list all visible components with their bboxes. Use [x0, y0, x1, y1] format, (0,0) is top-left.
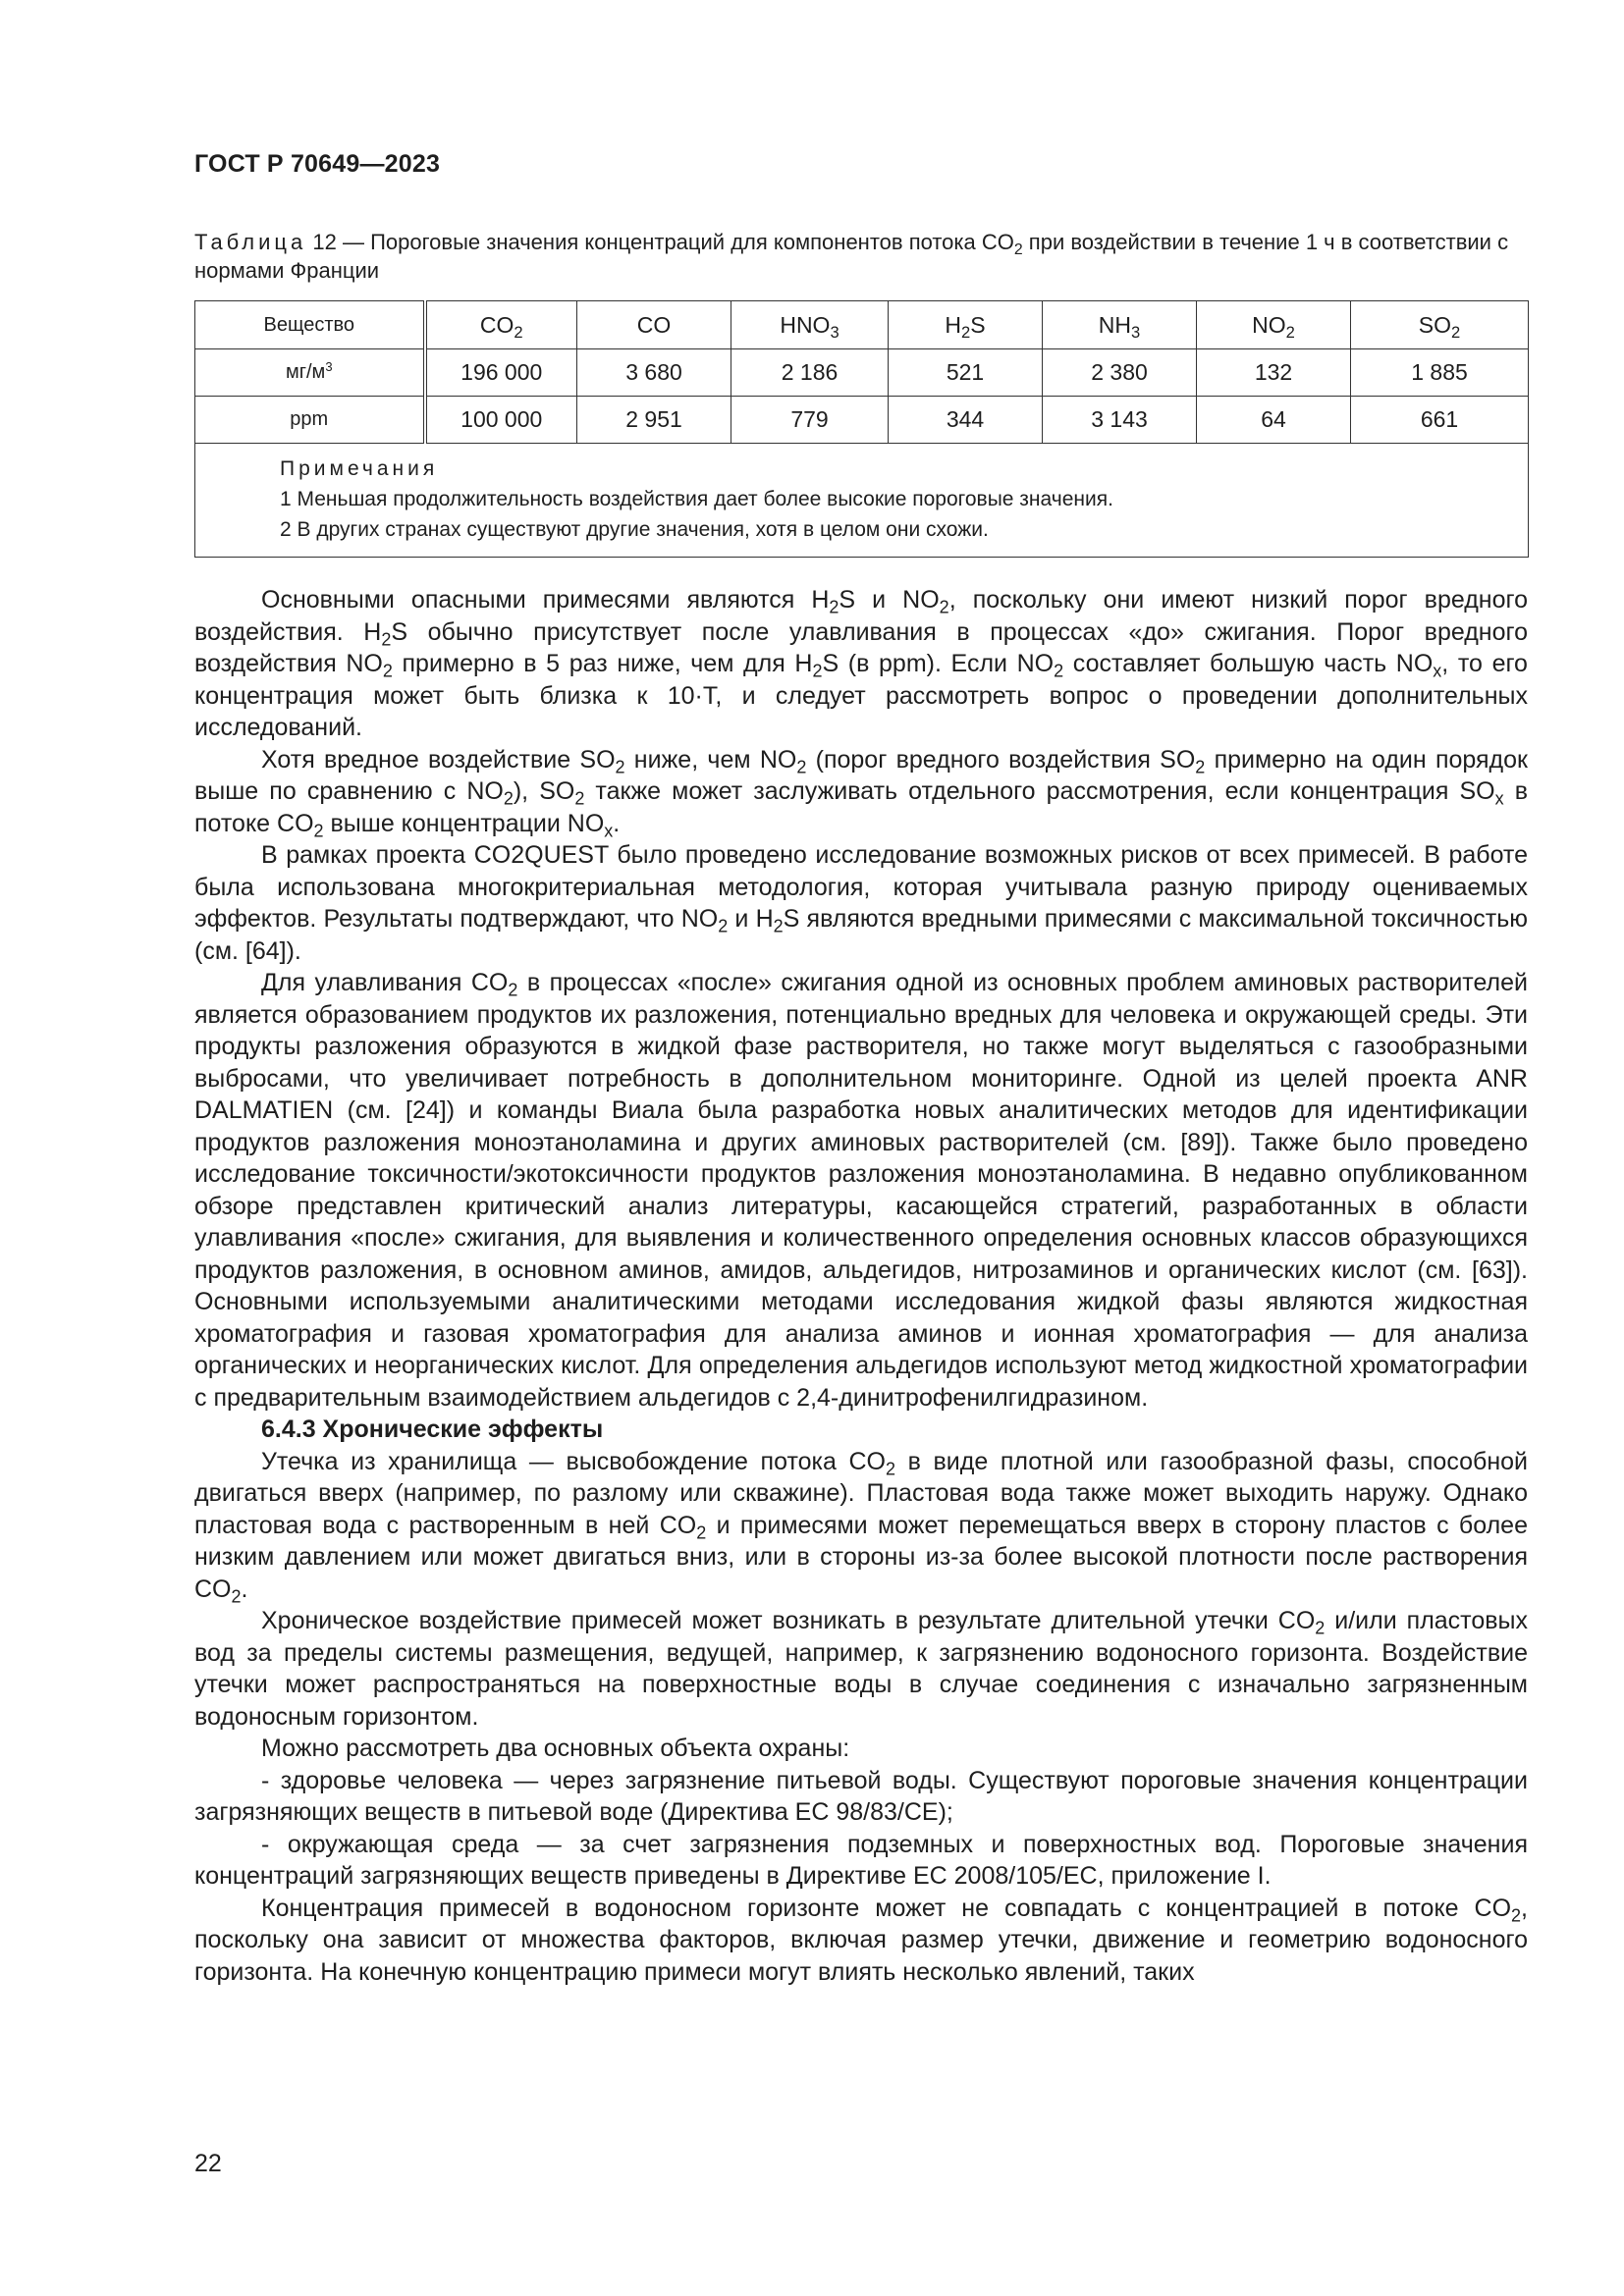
- table-header-row: [195, 301, 1529, 349]
- paragraph: Хотя вредное воздействие $SO_2$ ниже, чем $NO_2$ (порог вредного воздействия $SO_2$ примерно на один порядок выше по сравнению с $NO_2$), $SO_2$ также может заслуживать отдельного рассмотрения, если концентрация $SO_x$ в потоке $CO_2$ выше концентрации $NO_x$.: [194, 745, 1528, 840]
- section-heading: 6.4.3 Хронические эффекты: [261, 1415, 604, 1443]
- page-number: 22: [194, 2150, 222, 2177]
- paragraph: Основными опасными примесями являются $H_2S$ и $NO_2$, поскольку они имеют низкий порог вредного воздействия. $H_2S$ обычно присутствует после улавливания в процессах «до» сжигания. Порог вредного воздействия $NO_2$ примерно в 5 раз ниже, чем для $H_2S$ (в ppm). Если $NO_2$ составляет большую часть $NO_x$, то его концентрация может быть близка к 10·T, и следует рассмотреть вопрос о проведении дополнительных исследований.: [194, 586, 1528, 741]
- row-label: $мг/м^3$: [195, 349, 425, 397]
- column-header: Вещество: [195, 301, 425, 349]
- row-label: ppm: [195, 397, 425, 444]
- paragraph: Можно рассмотреть два основных объекта охраны:: [261, 1735, 850, 1762]
- column-header: $SO_2$: [1351, 301, 1529, 349]
- table-cell: 1 885: [1351, 349, 1529, 397]
- table-cell: 661: [1351, 397, 1529, 444]
- table-cell: 2 951: [577, 397, 731, 444]
- paragraph: В рамках проекта CO2QUEST было проведено исследование возможных рисков от всех примесей. В работе была использована многокритериальная методология, которая учитывала разную природу оцениваемых эффектов. Результаты подтверждают, что $NO_2$ и $H_2S$ являются вредными примесями с максимальной токсичностью (см. [64]).: [194, 841, 1528, 965]
- table-cell: 2 186: [731, 349, 889, 397]
- table-caption-text: 12 — Пороговые значения концентраций для компонентов потока $CO_2$ при воздействии в течение 1 ч в соответствии с нормами Франции: [194, 230, 1509, 283]
- table-cell: 779: [731, 397, 889, 444]
- table-notes-row: [195, 444, 1529, 558]
- column-header: $HNO_3$: [731, 301, 889, 349]
- notes-title: Примечания: [280, 457, 439, 480]
- table-cell: 3 680: [577, 349, 731, 397]
- table-notes: [195, 444, 1529, 558]
- body-text: [194, 584, 1528, 1988]
- table-cell: 64: [1197, 397, 1351, 444]
- note-item: 1 Меньшая продолжительность воздействия дает более высокие пороговые значения.: [280, 488, 1113, 510]
- paragraph: Хроническое воздействие примесей может возникать в результате длительной утечки $CO_2$ и/или пластовых вод за пределы системы размещения, ведущей, например, к загрязнению водоносного горизонта. Воздействие утечки может распространяться на поверхностные воды в случае соединения с изначально загрязненным водоносным горизонтом.: [194, 1607, 1529, 1731]
- column-header: $CO_2$: [425, 301, 577, 349]
- table-cell: 521: [889, 349, 1043, 397]
- table-caption-label: Таблица: [194, 230, 307, 254]
- table-cell: 2 380: [1043, 349, 1197, 397]
- note-item: 2 В других странах существуют другие значения, хотя в целом они схожи.: [280, 518, 989, 541]
- column-header: CO: [577, 301, 731, 349]
- document-code: ГОСТ Р 70649—2023: [194, 150, 441, 178]
- list-item: - окружающая среда — за счет загрязнения подземных и поверхностных вод. Пороговые значения концентраций загрязняющих веществ приведены в Директиве ЕС 2008/105/ЕС, приложение I.: [194, 1830, 1528, 1890]
- threshold-table: [194, 300, 1529, 558]
- table-row: [195, 397, 1529, 444]
- paragraph: Утечка из хранилища — высвобождение потока $CO_2$ в виде плотной или газообразной фазы, способной двигаться вверх (например, по разлому или скважине). Пластовая вода также может выходить наружу. Однако пластовая вода с растворенным в ней $CO_2$ и примесями может перемещаться вверх в сторону пластов с более низким давлением или может двигаться вниз, или в стороны из-за более высокой плотности после растворения $CO_2$.: [194, 1447, 1528, 1606]
- column-header: $H_2S$: [889, 301, 1043, 349]
- table-cell: 344: [889, 397, 1043, 444]
- paragraph: Для улавливания $CO_2$ в процессах «после» сжигания одной из основных проблем аминовых растворителей является образованием продуктов их разложения, потенциально вредных для человека и окружающей среды. Эти продукты разложения образуются в жидкой фазе растворителя, но также могут выделяться с газообразными выбросами, что увеличивает потребность в дополнительном мониторинге. Одной из целей проекта ANR DALMATIEN (см. [24]) и команды Виала была разработка новых аналитических методов для идентификации продуктов разложения моноэтаноламина и других аминовых растворителей (см. [89]). Также было проведено исследование токсичности/экотоксичности продуктов разложения моноэтаноламина. В недавно опубликованном обзоре представлен критический анализ литературы, касающейся стратегий, разработанных в области улавливания «после» сжигания, для выявления и количественного определения основных классов образующихся продуктов разложения, в основном аминов, амидов, альдегидов, нитрозаминов и органических кислот (см. [63]). Основными используемыми аналитическими методами исследования жидкой фазы являются жидкостная хроматография и газовая хроматография для анализа аминов и ионная хроматография — для анализа органических и неорганических кислот. Для определения альдегидов используют метод жидкостной хроматографии с предварительным взаимодействием альдегидов с 2,4-динитрофенилгидразином.: [194, 969, 1528, 1412]
- paragraph: Концентрация примесей в водоносном горизонте может не совпадать с концентрацией в потоке $CO_2$, поскольку она зависит от множества факторов, включая размер утечки, движение и геометрию водоносного горизонта. На конечную концентрацию примеси могут влиять несколько явлений, таких: [194, 1894, 1528, 1986]
- table-cell: 132: [1197, 349, 1351, 397]
- column-header: $NO_2$: [1197, 301, 1351, 349]
- table-cell: 3 143: [1043, 397, 1197, 444]
- table-cell: 100 000: [425, 397, 577, 444]
- table-cell: 196 000: [425, 349, 577, 397]
- list-item: - здоровье человека — через загрязнение питьевой воды. Существуют пороговые значения концентрации загрязняющих веществ в питьевой воде (Директива ЕС 98/83/CE);: [194, 1766, 1528, 1826]
- column-header: $NH_3$: [1043, 301, 1197, 349]
- table-caption: [194, 228, 1528, 285]
- table-row: [195, 349, 1529, 397]
